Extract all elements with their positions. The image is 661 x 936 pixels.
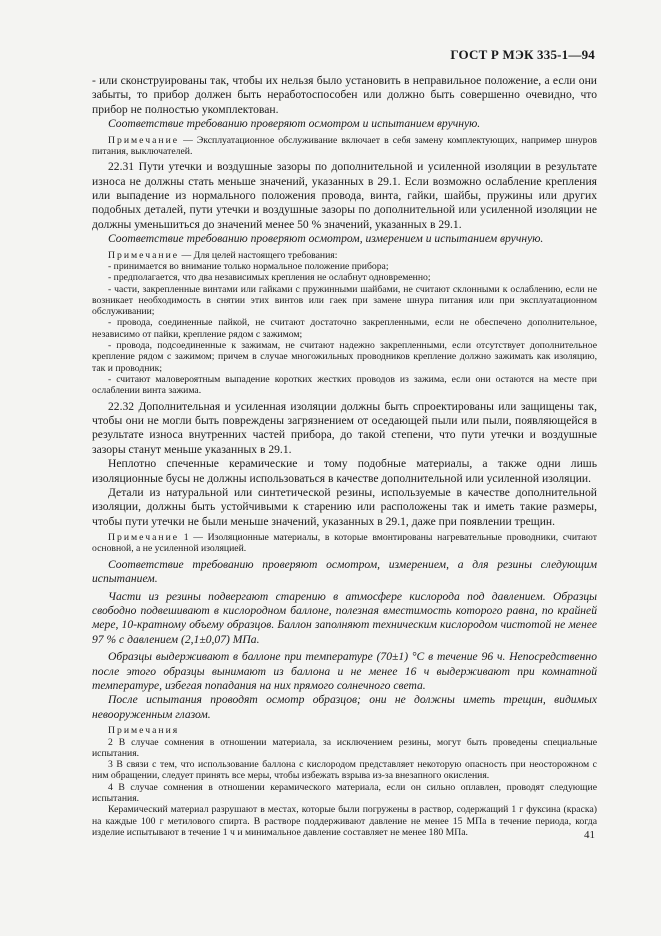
note-list-item: 3 В связи с тем, что использование баллона с кислородом представляет некоторую опасность при неосторожном с ним обращении, следует принять все меры, чтобы избежать взрыва из-за внезапного окисления.	[92, 759, 597, 782]
test-paragraph: Части из резины подвергают старению в атмосфере кислорода под давлением. Образцы свободно подвешивают в кислородном баллоне, полезная вместимость которого равна, по крайней мере, 10-кратному объему образцов. Баллон заполняют техническим кислородом чистотой не менее 97 % с давлением (2,1±0,07) МПа.	[92, 589, 597, 646]
document-header: ГОСТ Р МЭК 335-1—94	[450, 47, 595, 62]
note	[92, 135, 597, 158]
note-text: — Эксплуатационное обслуживание включает в себя замену комплектующих, например шнуров питания, выключателей.	[92, 134, 597, 157]
note	[92, 532, 597, 555]
note-list-item: 4 В случае сомнения в отношении керамического материала, если он сильно оплавлен, проводят следующие испытания.	[92, 781, 597, 805]
note-text: — Для целей настоящего требования:	[181, 249, 338, 261]
note-text: 1 — Изоляционные материалы, в которые вмонтированы нагревательные проводники, считают основной, а не усиленной изоляцией.	[92, 532, 598, 555]
note-label: Примечание	[108, 249, 180, 261]
note-list-item: - принимается во внимание только нормальное положение прибора;	[108, 260, 389, 272]
note-list-item: 2 В случае сомнения в отношении материала, за исключением резины, могут быть проведены специальные испытания.	[92, 736, 597, 759]
note-list-item: - предполагается, что два независимых крепления не ослабнут одновременно;	[108, 272, 431, 284]
note-list-item: - части, закрепленные винтами или гайками с пружинными шайбами, не считают склонными к ослаблению, если не возникает необходимость в снятии этих винтов или гаек при замене шнура питания или при эксплуатационном обслуживании;	[92, 283, 597, 318]
note-list-item: Керамический материал разрушают в местах, которые были погружены в раствор, содержащий 1 г фуксина (краска) на каждые 100 г метилового спирта. В растворе поддерживают давление не менее 15 МПа в течение периода, когда изделие испытывают в течение 1 ч и минимальное давление составляет не менее 180 МПа.	[92, 804, 597, 838]
test-paragraph: После испытания проводят осмотр образцов; они не должны иметь трещин, видимых невооруженным глазом.	[92, 693, 597, 721]
clause-22-32: 22.32 Дополнительная и усиленная изоляции должны быть спроектированы или защищены так, чтобы они не могли быть повреждены загрязнением от оседающей пыли или пыли, появляющейся в результате износа внутренних частей прибора, до такой степени, что пути утечки и воздушные зазоры станут меньше указанных в 29.1.	[92, 399, 597, 456]
notes-heading: Примечания	[108, 725, 180, 737]
note-list-item: - считают маловероятным выпадение коротких жестких проводов из зажима, если они остаются на месте при ослаблении винта зажима.	[92, 373, 597, 397]
document-body	[92, 74, 597, 838]
note-label: Примечание	[108, 134, 180, 146]
paragraph: Неплотно спеченные керамические и тому подобные материалы, а также одни лишь изоляционные бусы не должны использоваться в качестве дополнительной или усиленной изоляции.	[92, 457, 597, 485]
paragraph: - или сконструированы так, чтобы их нельзя было установить в неправильное положение, а если они забыты, то прибор должен быть неработоспособен или должно быть совершенно очевидно, что прибор не полностью укомплектован.	[92, 74, 597, 116]
note	[92, 250, 597, 261]
note-list-item: - провода, подсоединенные к зажимам, не считают надежно закрепленными, если отсутствует дополнительное крепление рядом с зажимом; причем в случае многожильных проводников крепление должно зажимать как изоляцию, так и проводник;	[92, 340, 597, 374]
paragraph: Детали из натуральной или синтетической резины, используемые в качестве дополнительной изоляции, должны быть устойчивыми к старению или расположены так и иметь такие размеры, чтобы пути утечки не были меньше значений, указанных в 29.1, даже при появлении трещин.	[92, 485, 597, 528]
compliance-paragraph: Соответствие требованию проверяют осмотром, измерением и испытанием вручную.	[108, 232, 544, 246]
test-paragraph: Образцы выдерживают в баллоне при температуре (70±1) °С в течение 96 ч. Непосредственно после этого образцы вынимают из баллона и не менее 16 ч выдерживают при комнатной температуре, избегая попадания на них прямого солнечного света.	[92, 650, 597, 693]
note-label: Примечание	[108, 532, 180, 544]
note-list-item: - провода, соединенные пайкой, не считают достаточно закрепленными, если не обеспечено дополнительное, независимо от пайки, крепление рядом с зажимом;	[92, 317, 597, 340]
compliance-paragraph: Соответствие требованию проверяют осмотром, измерением, а для резины следующим испытанием.	[92, 557, 597, 586]
clause-22-31: 22.31 Пути утечки и воздушные зазоры по дополнительной и усиленной изоляции в результате износа не должны стать меньше значений, указанных в 29.1. Если возможно ослабление крепления или выпадение из нормального положения провода, винта, гайки, шайбы, пружины или других подобных деталей, пути утечки и воздушные зазоры по дополнительной или усиленной изоляции не должны уменьшиться до значений менее 50 % значений, указанных в 29.1.	[92, 160, 597, 231]
compliance-paragraph: Соответствие требованию проверяют осмотром и испытанием вручную.	[108, 117, 481, 131]
page-number: 41	[584, 829, 595, 841]
